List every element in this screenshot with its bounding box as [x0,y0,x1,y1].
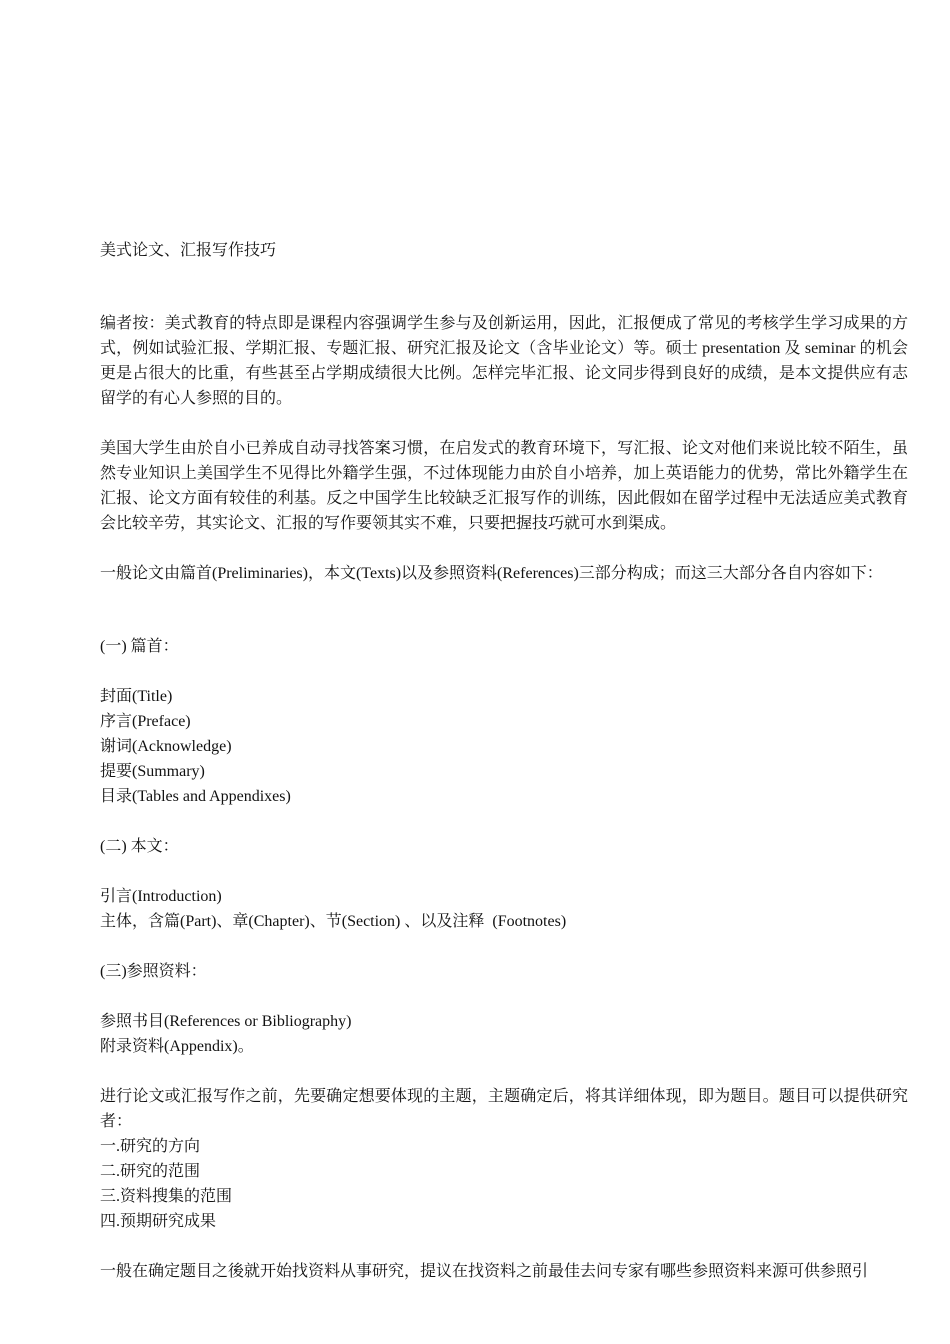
topic-paragraph: 进行论文或汇报写作之前，先要确定想要体现的主题，主题确定后，将其详细体现，即为题目。题目可以提供研究者： [100,1088,908,1130]
list-item: 一.研究的方向 [100,1138,201,1155]
structure-paragraph: 一般论文由篇首(Preliminaries)，本文(Texts)以及参照资料(References)三部分构成；而这三大部分各自内容如下： [100,565,883,582]
list-item: 谢词(Acknowledge) [100,738,232,755]
list-item: 三.资料搜集的范围 [100,1188,233,1205]
list-item: 序言(Preface) [100,713,191,730]
list-item: 二.研究的范围 [100,1163,201,1180]
last-paragraph-line: 一般在确定题目之後就开始找资料从事研究，提议在找资料之前最佳去问专家有哪些参照资料来源可供参照引 [100,1263,869,1280]
list-item: 封面(Title) [100,688,173,705]
section-heading-references: (三)参照资料： [100,963,207,980]
document-page [100,238,908,1284]
list-item: 附录资料(Appendix)。 [100,1038,254,1055]
list-item: 目录(Tables and Appendixes) [100,788,291,805]
editor-note-paragraph: 编者按：美式教育的特点即是课程内容强调学生参与及创新运用，因此，汇报便成了常见的考核学生学习成果的方式，例如试验汇报、学期汇报、专题汇报、研究汇报及论文（含毕业论文）等。硕士 presentation 及 seminar 的机会更是占很大的比重，有些甚至占学期成绩很大比例。怎样完毕汇报、论文同步得到良好的成绩，是本文提供应有志留学的有心人参照的目的。 [100,315,908,407]
list-item: 四.预期研究成果 [100,1213,217,1230]
list-item: 引言(Introduction) [100,888,222,905]
document-title: 美式论文、汇报写作技巧 [100,242,277,259]
section-heading-preliminaries: (一) 篇首： [100,638,179,655]
intro-paragraph: 美国大学生由於自小已养成自动寻找答案习惯，在启发式的教育环境下，写汇报、论文对他们来说比较不陌生，虽然专业知识上美国学生不见得比外籍学生强，不过体现能力由於自小培养，加上英语能力的优势，常比外籍学生在汇报、论文方面有较佳的利基。反之中国学生比较缺乏汇报写作的训练，因此假如在留学过程中无法适应美式教育会比较辛劳，其实论文、汇报的写作要领其实不难，只要把握技巧就可水到渠成。 [100,440,908,532]
list-item: 参照书目(References or Bibliography) [100,1013,352,1030]
list-item: 提要(Summary) [100,763,205,780]
list-item: 主体，含篇(Part)、章(Chapter)、节(Section) 、以及注释 (Footnotes) [100,913,567,930]
section-heading-texts: (二) 本文： [100,838,179,855]
